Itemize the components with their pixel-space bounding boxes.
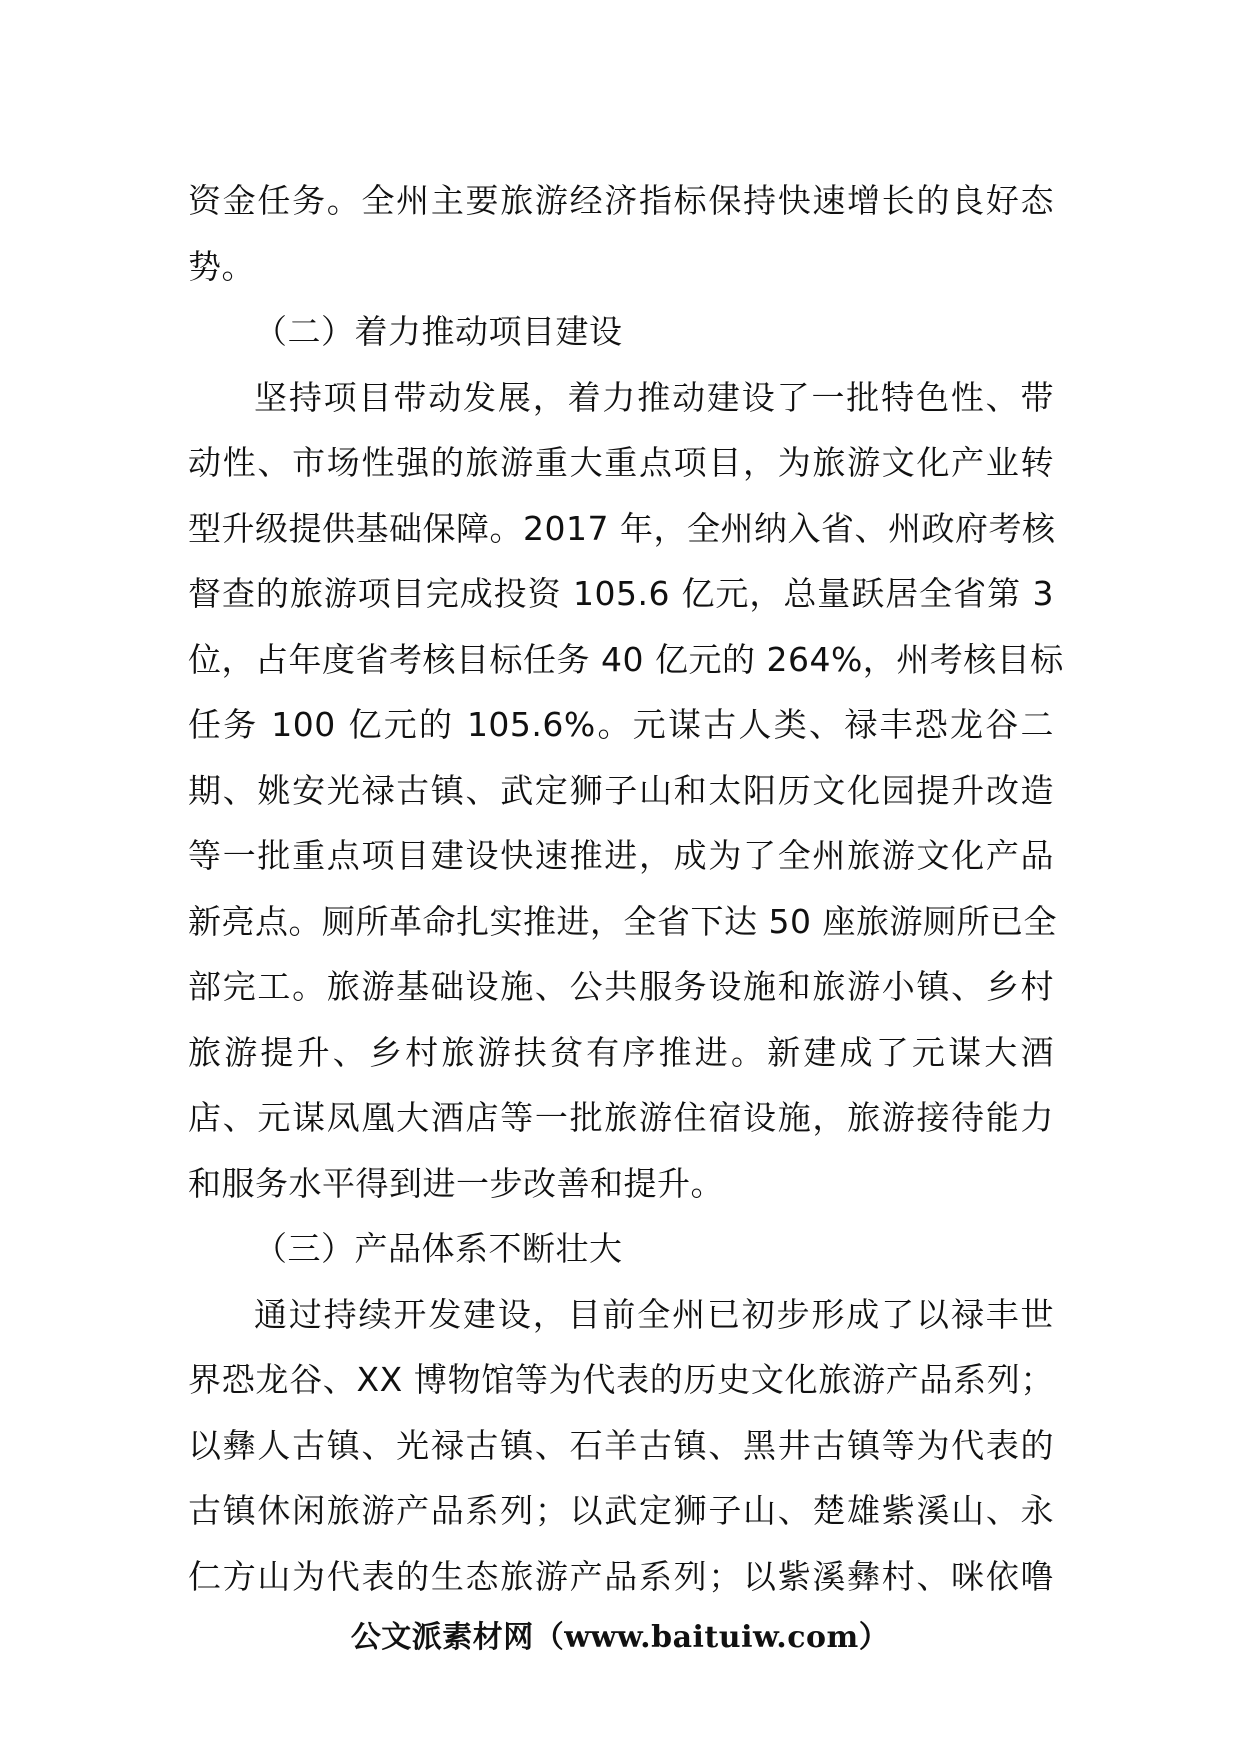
paragraph-line: 部完工。旅游基础设施、公共服务设施和旅游小镇、乡村 [188, 967, 1054, 1006]
paragraph-line: 动性、市场性强的旅游重大重点项目，为旅游文化产业转 [188, 443, 1054, 482]
paragraph-line: 位，占年度省考核目标任务 40 亿元的 264%，州考核目标 [188, 639, 1064, 679]
paragraph-line: 任务 100 亿元的 105.6%。元谋古人类、禄丰恐龙谷二 [188, 705, 1054, 744]
paragraph-line: 和服务水平得到进一步改善和提升。 [188, 1163, 724, 1203]
footer-watermark: 公文派素材网（www.baituiw.com） [350, 1620, 890, 1655]
document-body [188, 168, 1064, 1609]
paragraph-line: 督查的旅游项目完成投资 105.6 亿元，总量跃居全省第 3 [188, 574, 1054, 613]
paragraph-line: 坚持项目带动发展，着力推动建设了一批特色性、带 [254, 377, 1054, 417]
paragraph-line: 旅游提升、乡村旅游扶贫有序推进。新建成了元谋大酒 [188, 1032, 1054, 1072]
paragraph-line: 以彝人古镇、光禄古镇、石羊古镇、黑井古镇等为代表的 [188, 1425, 1054, 1465]
paragraph-line: 型升级提供基础保障。2017 年，全州纳入省、州政府考核 [188, 508, 1056, 548]
section-heading: （二）着力推动项目建设 [254, 312, 623, 351]
paragraph-line: 期、姚安光禄古镇、武定狮子山和太阳历文化园提升改造 [188, 770, 1054, 810]
paragraph-line: 资金任务。全州主要旅游经济指标保持快速增长的良好态 [188, 181, 1054, 220]
paragraph-line: 通过持续开发建设，目前全州已初步形成了以禄丰世 [254, 1294, 1054, 1334]
paragraph-line: 势。 [188, 246, 255, 286]
section-heading: （三）产品体系不断壮大 [254, 1229, 623, 1268]
paragraph-line: 古镇休闲旅游产品系列；以武定狮子山、楚雄紫溪山、永 [188, 1491, 1054, 1530]
paragraph-line: 仁方山为代表的生态旅游产品系列；以紫溪彝村、咪依噜 [188, 1556, 1054, 1596]
paragraph-line: 店、元谋凤凰大酒店等一批旅游住宿设施，旅游接待能力 [188, 1098, 1054, 1137]
paragraph-line: 等一批重点项目建设快速推进，成为了全州旅游文化产品 [188, 836, 1054, 875]
paragraph-line: 新亮点。厕所革命扎实推进，全省下达 50 座旅游厕所已全 [188, 901, 1057, 941]
paragraph-line: 界恐龙谷、XX 博物馆等为代表的历史文化旅游产品系列； [188, 1360, 1054, 1399]
